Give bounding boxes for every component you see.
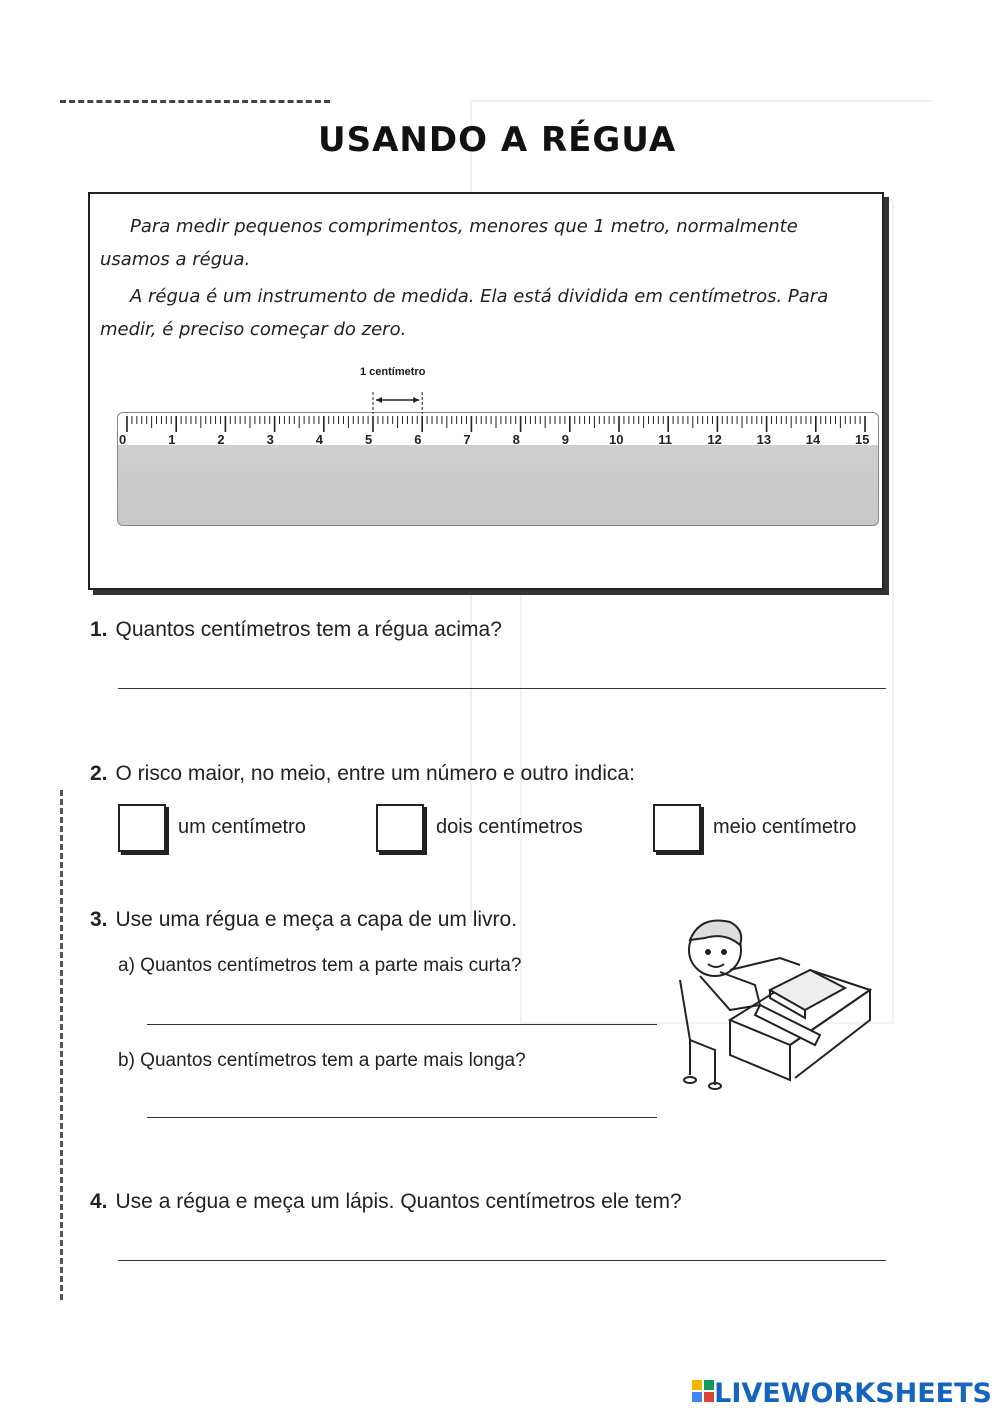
cut-line-left — [60, 790, 63, 1300]
option-checkbox-um-centimetro[interactable] — [118, 804, 166, 852]
question-4-text: Use a régua e meça um lápis. Quantos centímetros ele tem? — [115, 1190, 682, 1213]
option-label-dois-centimetros: dois centímetros — [436, 816, 583, 838]
option-checkbox-dois-centimetros[interactable] — [376, 804, 424, 852]
ruler-illustration — [117, 380, 877, 460]
answer-line-3b[interactable] — [147, 1117, 657, 1118]
ruler-number: 3 — [266, 432, 274, 447]
ruler-number: 13 — [756, 432, 772, 447]
cut-line-top — [60, 100, 330, 103]
question-3-number: 3. — [90, 908, 108, 931]
child-measuring-book-illustration — [660, 910, 890, 1090]
question-3b: b) Quantos centímetros tem a parte mais longa? — [118, 1050, 526, 1071]
ruler-number: 5 — [365, 432, 373, 447]
ruler-number: 9 — [561, 432, 570, 447]
question-4 — [90, 1190, 682, 1214]
answer-line-3a[interactable] — [147, 1024, 657, 1025]
ruler-number: 6 — [414, 432, 422, 447]
centimeter-label: 1 centímetro — [360, 366, 426, 378]
ruler-number: 0 — [119, 432, 127, 447]
ruler-number: 2 — [217, 432, 225, 447]
question-4-number: 4. — [90, 1190, 108, 1213]
answer-line-4[interactable] — [118, 1260, 886, 1261]
question-1-number: 1. — [90, 618, 108, 641]
intro-paragraph-2: A régua é um instrumento de medida. Ela está dividida em centímetros. Para medir, é preciso começar do zero. — [100, 286, 829, 340]
ruler-number: 14 — [805, 432, 821, 447]
answer-line-1[interactable] — [118, 688, 886, 689]
ruler-number: 12 — [707, 432, 722, 447]
ruler-number: 7 — [463, 432, 471, 447]
question-1-text: Quantos centímetros tem a régua acima? — [115, 618, 502, 641]
question-3a: a) Quantos centímetros tem a parte mais curta? — [118, 955, 522, 976]
page-title: USANDO A RÉGUA — [318, 120, 677, 160]
ruler-number: 11 — [658, 432, 672, 447]
question-2-number: 2. — [90, 762, 108, 785]
option-checkbox-meio-centimetro[interactable] — [653, 804, 701, 852]
question-1 — [90, 618, 502, 642]
ruler-number: 1 — [168, 432, 176, 447]
question-2 — [90, 762, 635, 786]
liveworksheets-logo-icon — [692, 1380, 714, 1402]
option-label-meio-centimetro: meio centímetro — [713, 816, 857, 838]
ruler-number: 4 — [315, 432, 324, 447]
question-3-text: Use uma régua e meça a capa de um livro. — [115, 908, 518, 931]
liveworksheets-brand[interactable]: LIVEWORKSHEETS — [714, 1378, 992, 1409]
intro-paragraph-1: Para medir pequenos comprimentos, menores que 1 metro, normalmente usamos a régua. — [100, 216, 798, 270]
option-label-um-centimetro: um centímetro — [178, 816, 306, 838]
ruler-number: 8 — [512, 432, 520, 447]
ruler-number: 10 — [609, 432, 624, 447]
ruler-number: 15 — [855, 432, 870, 447]
question-3 — [90, 908, 517, 932]
question-2-text: O risco maior, no meio, entre um número e outro indica: — [115, 762, 635, 785]
